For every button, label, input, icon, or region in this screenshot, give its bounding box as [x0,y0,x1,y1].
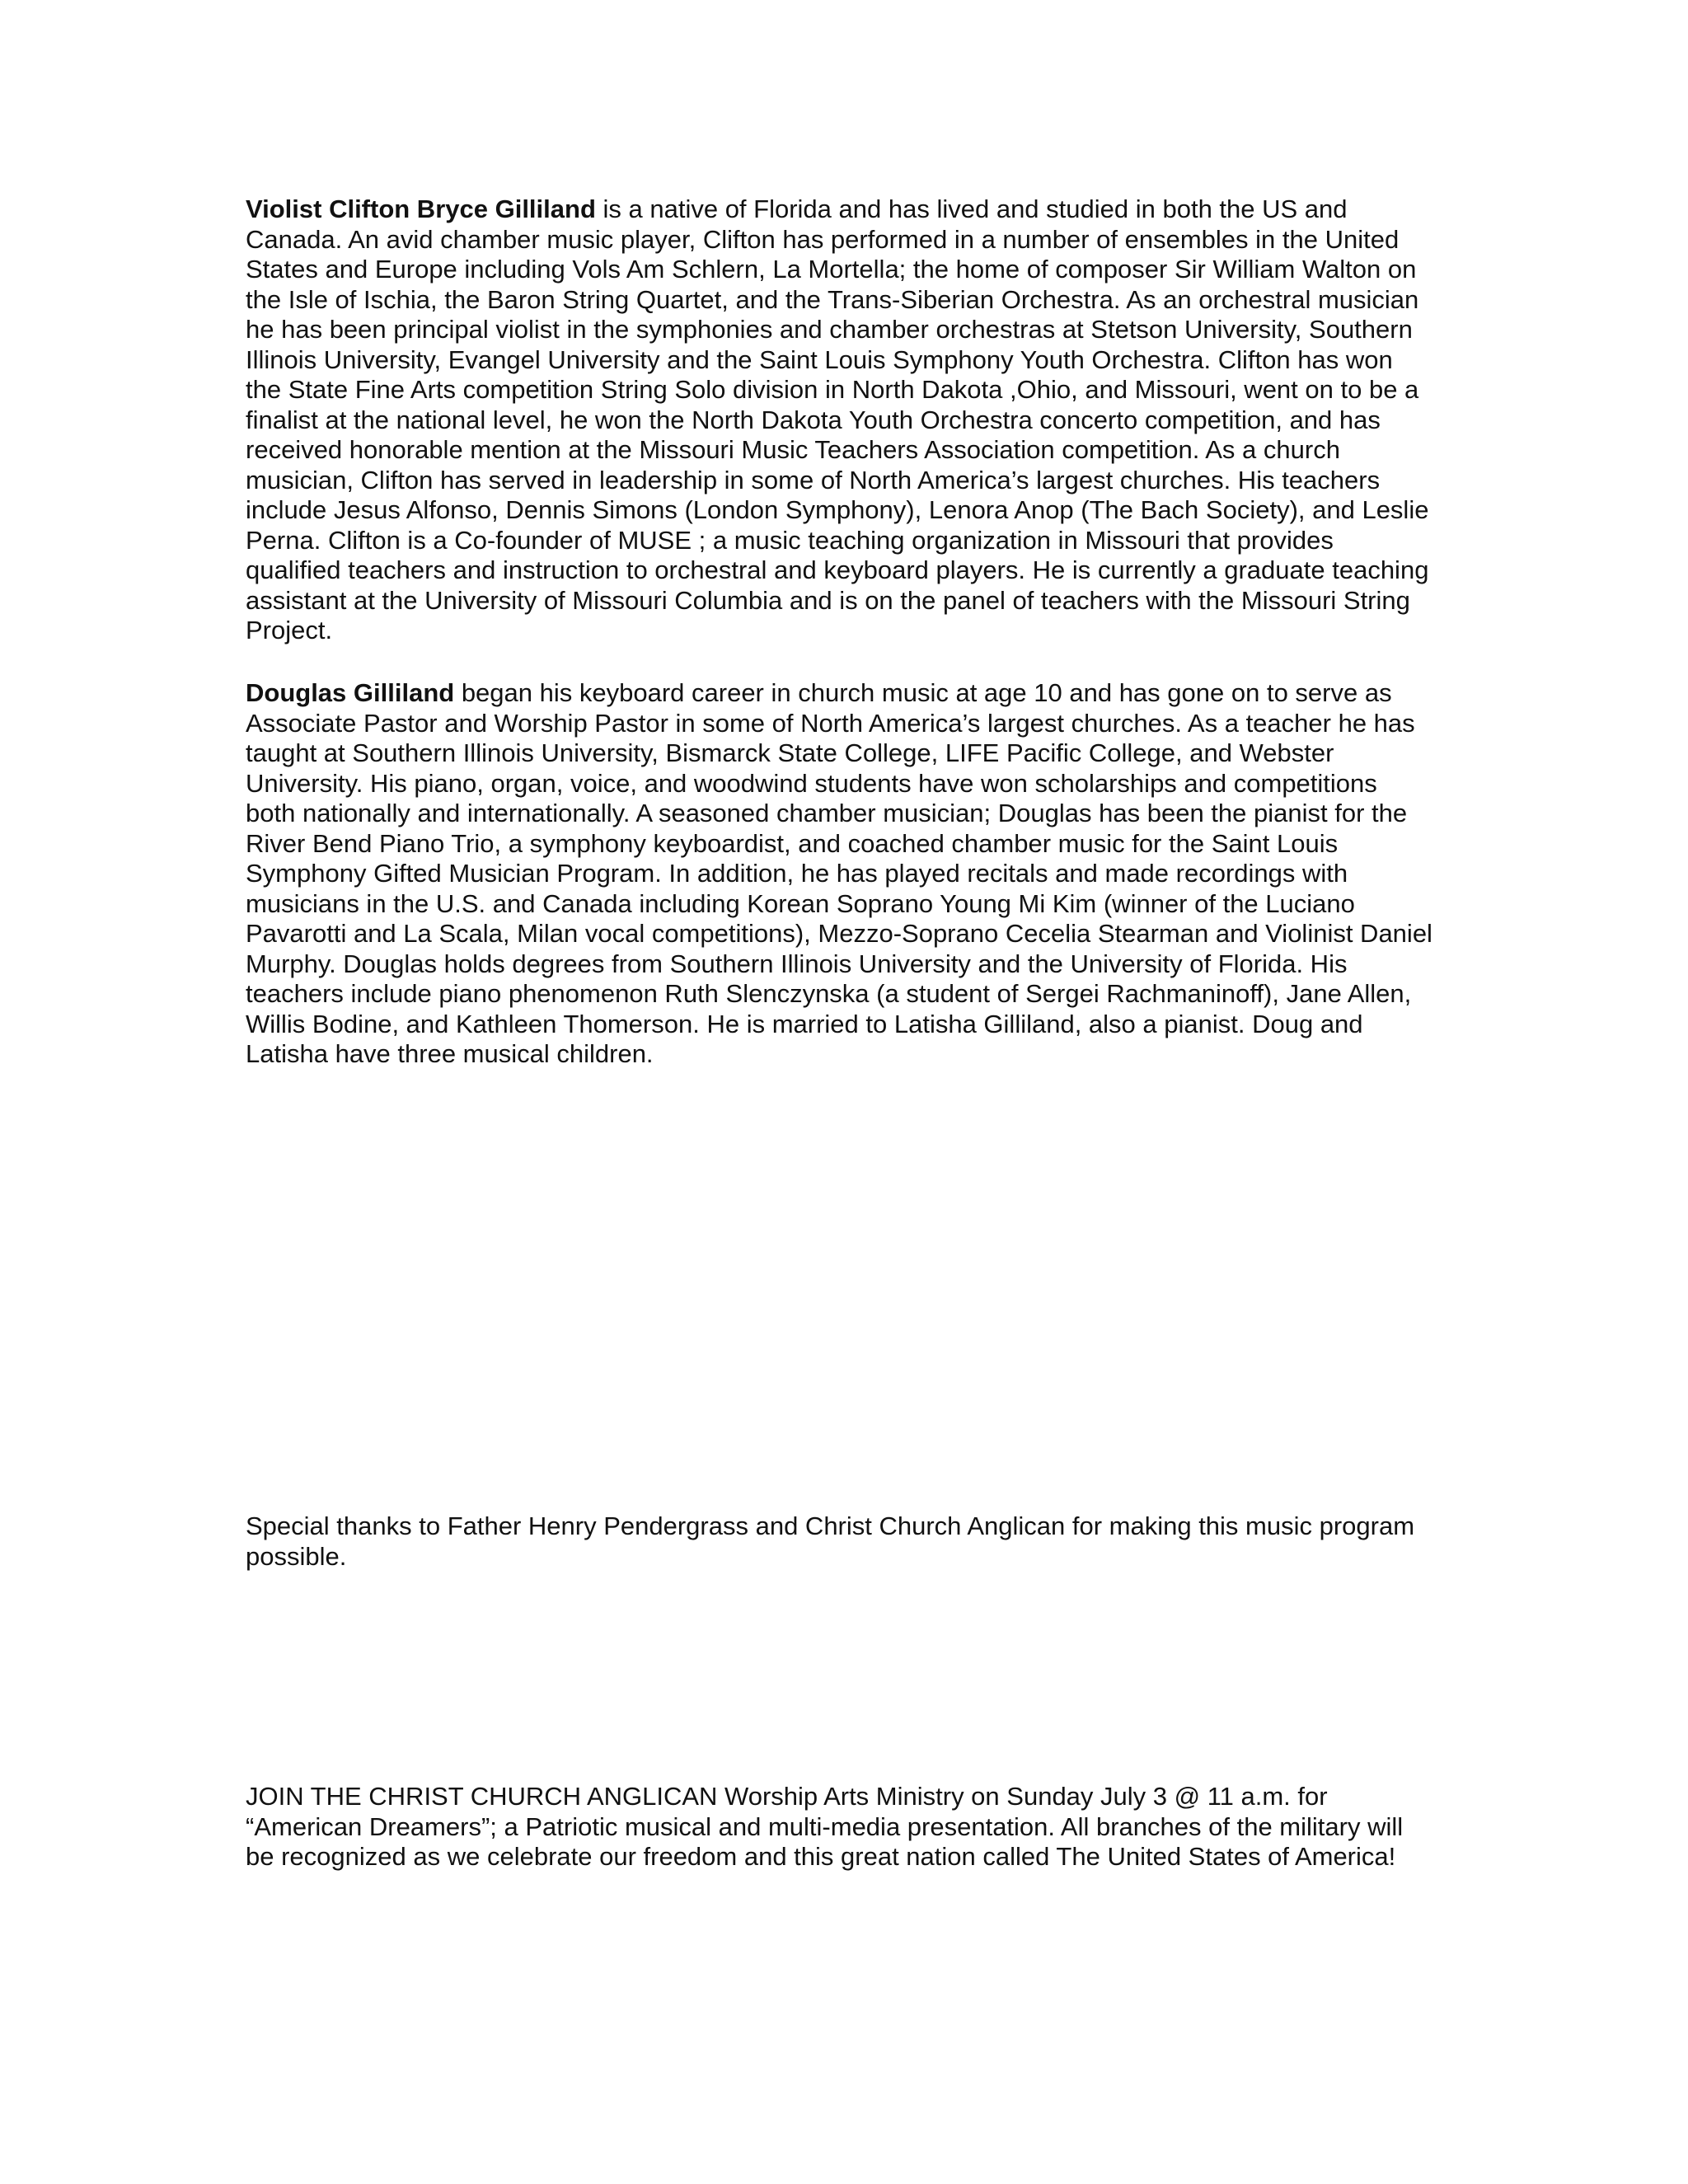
bio-clifton-text: is a native of Florida and has lived and studied in both the US and Canada. An avid chamber music player, Clifton has performed in a number of ensembles in the United States and Europe including Vols Am Schlern, La Mortella; the home of composer Sir William Walton on the Isle of Ischia, the Baron String Quartet, and the Trans-Siberian Orchestra. As an orchestral musician he has been principal violist in the symphonies and chamber orchestras at Stetson University, Southern Illinois University, Evangel University and the Saint Louis Symphony Youth Orchestra. Clifton has won the State Fine Arts competition String Solo division in North Dakota ,Ohio, and Missouri, went on to be a finalist at the national level, he won the North Dakota Youth Orchestra concerto competition, and has received honorable mention at the Missouri Music Teachers Association competition. As a church musician, Clifton has served in leadership in some of North America’s largest churches. His teachers include Jesus Alfonso, Dennis Simons (London Symphony), Lenora Anop (The Bach Society), and Leslie Perna. Clifton is a Co-founder of MUSE ; a music teaching organization in Missouri that provides qualified teachers and instruction to orchestral and keyboard players. He is currently a graduate teaching assistant at the University of Missouri Columbia and is on the panel of teachers with the Missouri String Project. [246,194,1429,644]
bio-clifton-paragraph [246,194,1432,646]
bio-douglas-text: began his keyboard career in church music at age 10 and has gone on to serve as Associate Pastor and Worship Pastor in some of North America’s largest churches. As a teacher he has taught at Southern Illinois University, Bismarck State College, LIFE Pacific College, and Webster University. His piano, organ, voice, and woodwind students have won scholarships and competitions both nationally and internationally. A seasoned chamber musician; Douglas has been the pianist for the River Bend Piano Trio, a symphony keyboardist, and coached chamber music for the Saint Louis Symphony Gifted Musician Program. In addition, he has played recitals and made recordings with musicians in the U.S. and Canada including Korean Soprano Young Mi Kim (winner of the Luciano Pavarotti and La Scala, Milan vocal competitions), Mezzo-Soprano Cecelia Stearman and Violinist Daniel Murphy. Douglas holds degrees from Southern Illinois University and the University of Florida. His teachers include piano phenomenon Ruth Slenczynska (a student of Sergei Rachmaninoff), Jane Allen, Willis Bodine, and Kathleen Thomerson. He is married to Latisha Gilliland, also a pianist. Doug and Latisha have three musical children. [246,678,1432,1068]
event-announcement-paragraph: JOIN THE CHRIST CHURCH ANGLICAN Worship Arts Ministry on Sunday July 3 @ 11 a.m. for “American Dreamers”; a Patriotic musical and multi-media presentation. All branches of the military will be recognized as we celebrate our freedom and this great nation called The United States of America! [246,1782,1404,1871]
bio-douglas-name: Douglas Gilliland [246,678,455,707]
special-thanks-paragraph: Special thanks to Father Henry Pendergrass and Christ Church Anglican for making this music program possible. [246,1511,1415,1571]
bio-douglas-paragraph [246,678,1432,1070]
bio-clifton-name: Violist Clifton Bryce Gilliland [246,194,596,223]
